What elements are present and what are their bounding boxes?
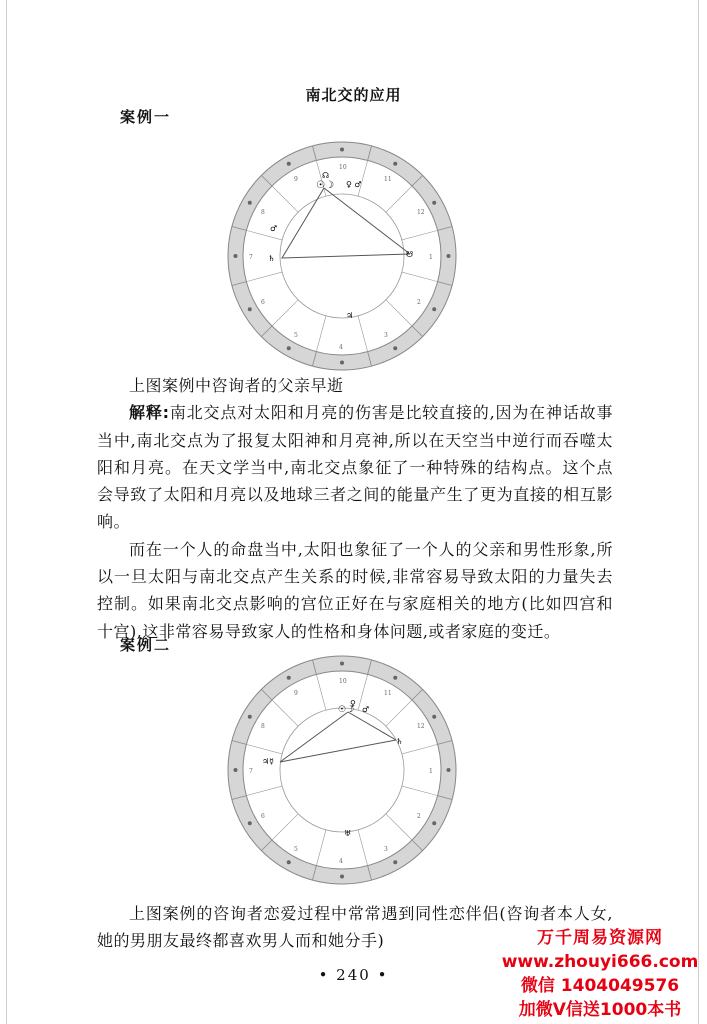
case1-text <box>97 372 613 645</box>
sun-moon-glyph: ☉☽ <box>338 705 355 715</box>
zodiac-sign-mark <box>432 715 436 719</box>
case1-paragraph2: 而在一个人的命盘当中,太阳也象征了一个人的父亲和男性形象,所以一旦太阳与南北交点产生关系的时候,非常容易导致太阳的力量失去控制。如果南北交点影响的宫位正好在与家庭相关的地方(比如四宫和十宫),这非常容易导致家人的性格和身体问题,或者家庭的变迁。 <box>97 539 613 641</box>
case1-astrology-chart <box>226 140 458 372</box>
south-node-glyph: ☋ <box>406 250 414 259</box>
zodiac-sign-mark <box>287 162 291 166</box>
house-number: 12 <box>416 209 425 216</box>
page-title: 南北交的应用 <box>305 86 402 104</box>
zodiac-sign-mark <box>393 676 397 680</box>
house-number: 4 <box>339 858 343 865</box>
house-number: 1 <box>429 768 433 775</box>
house-number: 2 <box>416 299 421 306</box>
house-number: 7 <box>249 768 253 775</box>
zodiac-sign-mark <box>432 201 436 205</box>
zodiac-sign-mark <box>234 768 238 772</box>
zodiac-sign-mark <box>340 875 344 879</box>
zodiac-sign-mark <box>340 361 344 365</box>
mars-glyph: ♂ <box>362 705 370 714</box>
saturn-glyph: ♄ <box>268 254 276 263</box>
zodiac-sign-mark <box>248 307 252 311</box>
zodiac-sign-mark <box>447 768 451 772</box>
house-number: 6 <box>261 813 265 820</box>
zodiac-sign-mark <box>432 821 436 825</box>
house-number: 6 <box>261 299 265 306</box>
house-number: 12 <box>416 723 425 730</box>
zodiac-sign-mark <box>287 676 291 680</box>
zodiac-sign-mark <box>248 201 252 205</box>
case2-heading: 案例二 <box>120 636 172 654</box>
case2-caption: 上图案例的咨询者恋爱过程中常常遇到同性恋伴侣(咨询者本人女,她的男朋友最终都喜欢男人而和她分手) <box>97 904 613 951</box>
jupiter-mercury-glyph: ♃☿ <box>262 757 275 766</box>
north-node-glyph: ☊ <box>322 171 330 180</box>
jupiter-glyph: ♃ <box>346 311 354 320</box>
house-number: 9 <box>294 690 298 698</box>
house-number: 1 <box>429 254 433 261</box>
uranus-glyph: ♅ <box>344 829 352 838</box>
house-number: 2 <box>416 813 421 820</box>
watermark <box>500 926 700 1022</box>
house-number: 8 <box>261 723 265 730</box>
zodiac-sign-mark <box>287 346 291 350</box>
zodiac-sign-mark <box>248 715 252 719</box>
zodiac-sign-mark <box>393 346 397 350</box>
zodiac-sign-mark <box>393 860 397 864</box>
venus-mars-glyph: ♀ ♂ <box>346 180 362 189</box>
house-number: 9 <box>294 176 298 184</box>
house-number: 7 <box>249 254 253 261</box>
explanation-label: 解释: <box>129 403 170 423</box>
zodiac-sign-mark <box>340 148 344 152</box>
house-number: 8 <box>261 209 265 216</box>
case1-caption: 上图案例中咨询者的父亲早逝 <box>129 376 344 395</box>
mars-glyph: ♂ <box>270 224 278 233</box>
case1-heading: 案例一 <box>120 108 172 126</box>
case2-astrology-chart <box>226 654 458 886</box>
house-number: 11 <box>384 690 392 698</box>
watermark-line2: www.zhouyi666.com <box>501 952 699 972</box>
zodiac-sign-mark <box>248 821 252 825</box>
zodiac-sign-mark <box>447 254 451 258</box>
venus-glyph: ♀ <box>350 699 356 708</box>
house-number: 10 <box>339 678 347 685</box>
explanation-text: 南北交点对太阳和月亮的伤害是比较直接的,因为在神话故事当中,南北交点为了报复太阳神和月亮神,所以在天空当中逆行而吞噬太阳和月亮。在天文学当中,南北交点象征了一种特殊的结构点。这个点会导致了太阳和月亮以及地球三者之间的能量产生了更为直接的相互影响。 <box>97 403 613 532</box>
watermark-line4: 加微V信送1000本书 <box>518 1000 682 1020</box>
sun-moon-glyph: ☉☽ <box>316 180 334 191</box>
watermark-line3: 微信 1404049576 <box>520 976 680 996</box>
zodiac-sign-mark <box>432 307 436 311</box>
page-number: • 240 • <box>318 966 389 984</box>
zodiac-sign-mark <box>393 162 397 166</box>
zodiac-sign-mark <box>234 254 238 258</box>
house-number: 10 <box>339 164 347 171</box>
house-number: 5 <box>294 331 298 339</box>
house-number: 3 <box>384 845 388 853</box>
saturn-glyph: ♄ <box>396 737 404 746</box>
house-number: 5 <box>294 845 298 853</box>
zodiac-sign-mark <box>287 860 291 864</box>
house-number: 3 <box>384 331 388 339</box>
house-number: 4 <box>339 344 343 351</box>
zodiac-sign-mark <box>340 662 344 666</box>
house-number: 11 <box>384 176 392 184</box>
watermark-line1: 万千周易资源网 <box>537 928 663 948</box>
